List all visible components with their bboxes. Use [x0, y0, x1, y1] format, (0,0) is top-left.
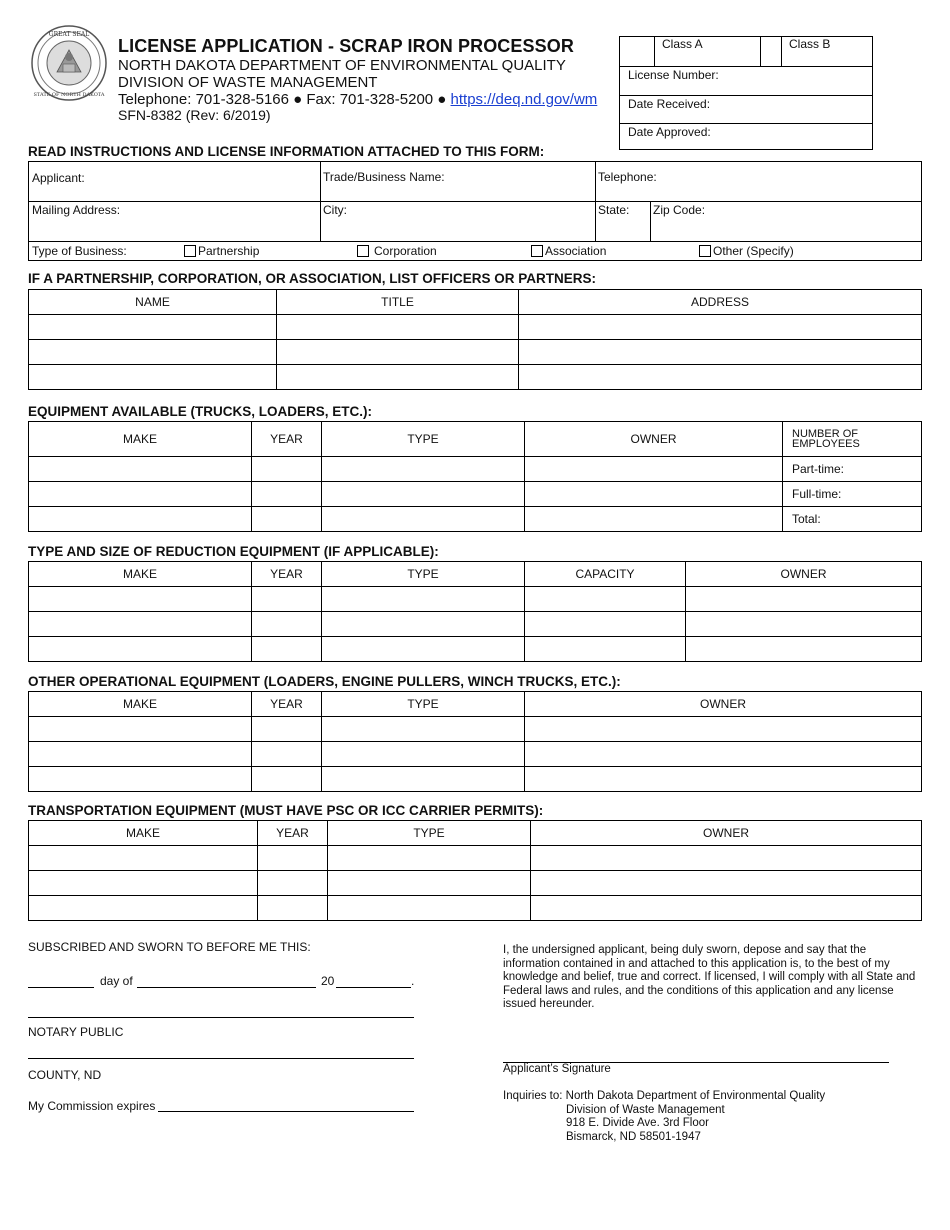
- column-header: MAKE: [29, 692, 252, 717]
- table-cell[interactable]: [29, 896, 258, 921]
- table-cell[interactable]: [258, 846, 328, 871]
- table-cell[interactable]: [252, 717, 322, 742]
- table-cell[interactable]: [525, 767, 922, 792]
- year-blank[interactable]: [336, 987, 411, 988]
- table-cell[interactable]: [252, 482, 322, 507]
- table-cell[interactable]: [277, 365, 519, 390]
- column-header: TYPE: [322, 692, 525, 717]
- table-cell[interactable]: [525, 612, 686, 637]
- table-row: [29, 482, 922, 507]
- table-row: [29, 742, 922, 767]
- table-cell[interactable]: [252, 457, 322, 482]
- license-number-label: License Number:: [628, 68, 719, 82]
- table-row: [29, 365, 922, 390]
- form-title: LICENSE APPLICATION - SCRAP IRON PROCESSOR: [118, 36, 574, 56]
- column-header: MAKE: [29, 821, 258, 846]
- association-checkbox[interactable]: [531, 245, 543, 257]
- county-line[interactable]: [28, 1058, 414, 1059]
- table-cell[interactable]: [525, 507, 783, 532]
- table-cell[interactable]: [29, 315, 277, 340]
- table-cell[interactable]: [525, 637, 686, 662]
- table-cell[interactable]: [322, 507, 525, 532]
- column-header: TYPE: [322, 562, 525, 587]
- other-label: Other (Specify): [713, 244, 794, 258]
- table-cell[interactable]: [29, 482, 252, 507]
- table-cell[interactable]: [29, 457, 252, 482]
- table-cell[interactable]: [531, 871, 922, 896]
- telephone-field[interactable]: Telephone:: [598, 170, 657, 184]
- corporation-label: Corporation: [374, 244, 437, 258]
- officers-table: [28, 289, 922, 390]
- operational-heading: OTHER OPERATIONAL EQUIPMENT (LOADERS, ENGINE PULLERS, WINCH TRUCKS, ETC.):: [28, 674, 621, 689]
- table-row: [29, 507, 922, 532]
- notary-signature-line[interactable]: [28, 1017, 414, 1018]
- corporation-checkbox[interactable]: [357, 245, 369, 257]
- table-row: [29, 871, 922, 896]
- table-cell[interactable]: [322, 482, 525, 507]
- table-cell[interactable]: [686, 612, 922, 637]
- full-time-field[interactable]: Full-time:: [783, 482, 922, 507]
- table-cell[interactable]: [531, 896, 922, 921]
- table-cell[interactable]: [29, 871, 258, 896]
- table-row: [29, 717, 922, 742]
- day-blank[interactable]: [28, 987, 94, 988]
- month-blank[interactable]: [137, 987, 316, 988]
- table-cell[interactable]: [252, 587, 322, 612]
- association-label: Association: [545, 244, 607, 258]
- column-header: NAME: [29, 290, 277, 315]
- state-seal: [30, 24, 108, 102]
- date-received-field[interactable]: [620, 95, 872, 124]
- table-cell[interactable]: [531, 846, 922, 871]
- transportation-heading: TRANSPORTATION EQUIPMENT (MUST HAVE PSC OR ICC CARRIER PERMITS):: [28, 803, 544, 818]
- column-header: CAPACITY: [525, 562, 686, 587]
- column-header: YEAR: [252, 692, 322, 717]
- telephone-fax: Telephone: 701-328-5166 ● Fax: 701-328-5200 ●: [118, 91, 451, 108]
- class-b-checkbox[interactable]: [760, 37, 782, 66]
- table-row: [29, 457, 922, 482]
- inquiries-block: [503, 1090, 825, 1144]
- table-cell[interactable]: [519, 340, 922, 365]
- table-cell[interactable]: [29, 637, 252, 662]
- division-name: DIVISION OF WASTE MANAGEMENT: [118, 74, 378, 91]
- table-cell[interactable]: [29, 587, 252, 612]
- column-header: TYPE: [322, 422, 525, 457]
- table-cell[interactable]: [686, 637, 922, 662]
- table-cell[interactable]: [258, 871, 328, 896]
- year-prefix: 20: [321, 974, 335, 988]
- table-cell[interactable]: [29, 365, 277, 390]
- table-cell[interactable]: [252, 637, 322, 662]
- table-cell[interactable]: [686, 587, 922, 612]
- table-cell[interactable]: [277, 340, 519, 365]
- employees-header: NUMBER OF EMPLOYEES: [783, 422, 922, 457]
- class-a-label: Class A: [662, 37, 703, 51]
- partnership-label: Partnership: [198, 244, 260, 258]
- seal-text-top: GREAT SEAL: [48, 31, 90, 38]
- table-cell[interactable]: [29, 846, 258, 871]
- inquiries-line-3: 918 E. Divide Ave. 3rd Floor: [566, 1117, 709, 1129]
- table-cell[interactable]: [29, 612, 252, 637]
- table-cell[interactable]: [322, 612, 525, 637]
- table-cell[interactable]: [328, 846, 531, 871]
- table-row: [29, 896, 922, 921]
- table-cell[interactable]: [322, 637, 525, 662]
- table-cell[interactable]: [525, 717, 922, 742]
- sworn-statement: SUBSCRIBED AND SWORN TO BEFORE ME THIS:: [28, 940, 311, 954]
- day-of-label: day of: [100, 974, 133, 988]
- table-cell[interactable]: [525, 457, 783, 482]
- inquiries-line-4: Bismarck, ND 58501-1947: [566, 1130, 701, 1143]
- column-header: OWNER: [686, 562, 922, 587]
- table-cell[interactable]: [519, 315, 922, 340]
- county-label: COUNTY, ND: [28, 1068, 102, 1082]
- table-row: [29, 846, 922, 871]
- equipment-heading: EQUIPMENT AVAILABLE (TRUCKS, LOADERS, ETC.):: [28, 404, 372, 419]
- reduction-heading: TYPE AND SIZE OF REDUCTION EQUIPMENT (IF APPLICABLE):: [28, 544, 439, 559]
- column-header: OWNER: [525, 422, 783, 457]
- notary-public-label: NOTARY PUBLIC: [28, 1025, 124, 1039]
- office-use-box: [619, 36, 873, 150]
- column-header: TYPE: [328, 821, 531, 846]
- table-cell[interactable]: [252, 742, 322, 767]
- applicant-signature-label: Applicant’s Signature: [503, 1063, 611, 1075]
- affidavit-text: I, the undersigned applicant, being duly sworn, depose and say that the information contained in and attached to this application is, to the best of my knowledge and belief, true and correct. If licensed, I will comply with all State and Federal laws and rules, and the conditions of this application and any license issued hereunder.: [503, 944, 916, 1010]
- type-of-business-label: Type of Business:: [32, 244, 127, 258]
- partnership-option[interactable]: [184, 244, 259, 258]
- table-cell[interactable]: [322, 717, 525, 742]
- zip-code-field[interactable]: Zip Code:: [653, 203, 706, 217]
- part-time-field[interactable]: Part-time:: [783, 457, 922, 482]
- column-header: YEAR: [258, 821, 328, 846]
- commission-label: My Commission expires: [28, 1099, 156, 1113]
- class-b-label: Class B: [789, 37, 831, 51]
- column-header: OWNER: [531, 821, 922, 846]
- mailing-address-field[interactable]: Mailing Address:: [32, 203, 121, 217]
- reduction-table: [28, 561, 922, 662]
- table-cell[interactable]: [328, 896, 531, 921]
- officers-heading: IF A PARTNERSHIP, CORPORATION, OR ASSOCIATION, LIST OFFICERS OR PARTNERS:: [28, 271, 597, 286]
- corporation-option[interactable]: [357, 244, 437, 258]
- other-checkbox[interactable]: [699, 245, 711, 257]
- column-header: TITLE: [277, 290, 519, 315]
- table-cell[interactable]: [29, 340, 277, 365]
- class-a-checkbox[interactable]: [620, 37, 655, 66]
- table-cell[interactable]: [252, 767, 322, 792]
- state-field[interactable]: State:: [598, 203, 630, 217]
- department-name: NORTH DAKOTA DEPARTMENT OF ENVIRONMENTAL QUALITY: [118, 57, 566, 74]
- association-option[interactable]: [531, 244, 606, 258]
- inquiries-line-1: North Dakota Department of Environmental Quality: [565, 1090, 826, 1102]
- trade-name-field[interactable]: Trade/Business Name:: [323, 170, 445, 184]
- table-row: [29, 612, 922, 637]
- table-cell[interactable]: [525, 742, 922, 767]
- equipment-table: [28, 421, 922, 532]
- applicant-section-heading: READ INSTRUCTIONS AND LICENSE INFORMATION ATTACHED TO THIS FORM:: [28, 144, 545, 159]
- table-cell[interactable]: [322, 587, 525, 612]
- form-number: SFN-8382 (Rev: 6/2019): [118, 107, 271, 123]
- date-received-label: Date Received:: [628, 97, 711, 111]
- table-cell[interactable]: [258, 896, 328, 921]
- transportation-table: [28, 820, 922, 921]
- table-cell[interactable]: [322, 742, 525, 767]
- license-number-field[interactable]: [620, 66, 872, 95]
- table-cell[interactable]: [525, 482, 783, 507]
- table-row: [29, 637, 922, 662]
- date-approved-field[interactable]: [620, 123, 872, 151]
- date-approved-label: Date Approved:: [628, 125, 711, 139]
- inquiries-line-2: Division of Waste Management: [566, 1103, 725, 1116]
- table-cell[interactable]: [29, 717, 252, 742]
- city-field[interactable]: City:: [323, 203, 347, 217]
- table-cell[interactable]: [519, 365, 922, 390]
- table-cell[interactable]: [29, 767, 252, 792]
- column-header: MAKE: [29, 562, 252, 587]
- table-row: [29, 587, 922, 612]
- table-row: [29, 315, 922, 340]
- website-link[interactable]: https://deq.nd.gov/wm: [450, 91, 598, 108]
- applicant-field[interactable]: Applicant:: [32, 171, 85, 185]
- column-header: OWNER: [525, 692, 922, 717]
- operational-table: [28, 691, 922, 792]
- period: .: [411, 974, 415, 988]
- column-header: ADDRESS: [519, 290, 922, 315]
- total-field[interactable]: Total:: [783, 507, 922, 532]
- table-cell[interactable]: [322, 457, 525, 482]
- partnership-checkbox[interactable]: [184, 245, 196, 257]
- other-option[interactable]: [699, 244, 794, 258]
- table-cell[interactable]: [525, 587, 686, 612]
- commission-line[interactable]: [158, 1111, 414, 1112]
- applicant-box: [28, 161, 922, 261]
- table-cell[interactable]: [29, 507, 252, 532]
- table-cell[interactable]: [252, 612, 322, 637]
- seal-text-bottom: STATE OF NORTH DAKOTA: [33, 92, 105, 98]
- column-header: YEAR: [252, 422, 322, 457]
- inquiries-label: Inquiries to:: [503, 1090, 566, 1102]
- table-row: [29, 767, 922, 792]
- table-cell[interactable]: [29, 742, 252, 767]
- table-row: [29, 340, 922, 365]
- table-cell[interactable]: [328, 871, 531, 896]
- table-cell[interactable]: [252, 507, 322, 532]
- column-header: YEAR: [252, 562, 322, 587]
- column-header: MAKE: [29, 422, 252, 457]
- table-cell[interactable]: [277, 315, 519, 340]
- table-cell[interactable]: [322, 767, 525, 792]
